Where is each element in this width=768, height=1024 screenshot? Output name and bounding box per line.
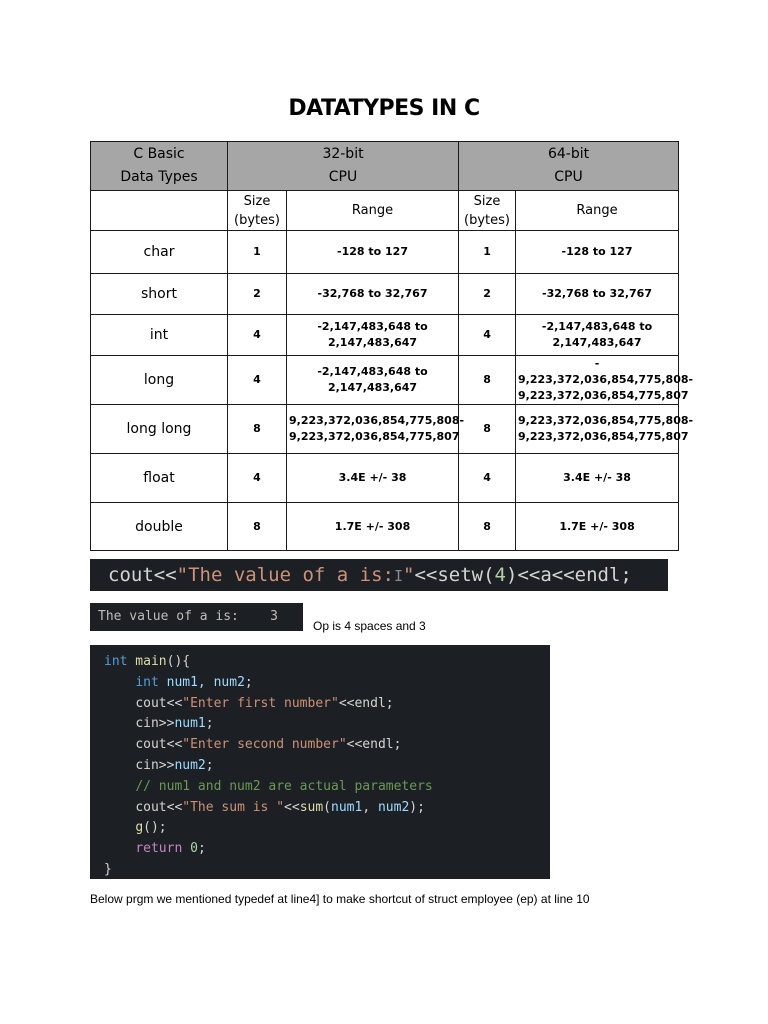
cout-setw-snippet: cout<<"The value of a is:I"<<setw(4)<<a<<endl;: [90, 559, 668, 591]
subheader-range-64: Range: [516, 191, 679, 231]
header-c-basic: C Basic Data Types: [91, 142, 228, 191]
table-row: [91, 231, 679, 274]
code-line: }: [104, 861, 112, 877]
range-32-cell: -2,147,483,648 to 2,147,483,647: [287, 315, 459, 356]
type-name-cell: float: [91, 454, 228, 503]
size-32-cell: 1: [228, 231, 287, 274]
table-subheader-row: [91, 191, 679, 231]
range-64-cell: -128 to 127: [516, 231, 679, 274]
range-32-cell: -2,147,483,648 to 2,147,483,647: [287, 356, 459, 405]
table-row: [91, 315, 679, 356]
subheader-size-32: Size (bytes): [228, 191, 287, 231]
size-64-cell: 4: [459, 315, 516, 356]
header-64bit: 64-bit CPU: [459, 142, 679, 191]
size-64-cell: 8: [459, 405, 516, 454]
page-title: DATATYPES IN C: [288, 96, 480, 121]
subheader-empty: [91, 191, 228, 231]
range-32-cell: 9,223,372,036,854,775,808- 9,223,372,036,854,775,807: [287, 405, 459, 454]
range-32-cell: 1.7E +/- 308: [287, 503, 459, 551]
console-output: The value of a is: 3: [90, 603, 303, 631]
size-64-cell: 1: [459, 231, 516, 274]
table-row: [91, 503, 679, 551]
size-64-cell: 2: [459, 274, 516, 315]
range-64-cell: 1.7E +/- 308: [516, 503, 679, 551]
main-function-snippet: [90, 645, 550, 879]
size-64-cell: 8: [459, 503, 516, 551]
type-name-cell: double: [91, 503, 228, 551]
size-32-cell: 4: [228, 454, 287, 503]
code-line: cin>>num2;: [135, 757, 214, 773]
range-64-cell: -32,768 to 32,767: [516, 274, 679, 315]
output-note: Op is 4 spaces and 3: [313, 619, 426, 633]
code-line: int num1, num2;: [135, 674, 253, 690]
type-name-cell: char: [91, 231, 228, 274]
range-32-cell: -32,768 to 32,767: [287, 274, 459, 315]
range-64-cell: -2,147,483,648 to 2,147,483,647: [516, 315, 679, 356]
typedef-note: Below prgm we mentioned typedef at line4] to make shortcut of struct employee (ep) at line 10: [90, 892, 590, 906]
range-32-cell: -128 to 127: [287, 231, 459, 274]
code-line: g();: [135, 820, 167, 836]
code-line: return 0;: [135, 841, 206, 857]
text-cursor-icon: I: [393, 567, 404, 585]
table-row: [91, 454, 679, 503]
table-body: [91, 231, 694, 551]
code-line: cout<<"Enter second number"<<endl;: [135, 737, 402, 753]
subheader-size-64: Size (bytes): [459, 191, 516, 231]
table-row: [91, 405, 679, 454]
size-64-cell: 4: [459, 454, 516, 503]
size-64-cell: 8: [459, 356, 516, 405]
size-32-cell: 2: [228, 274, 287, 315]
code-line: cout<<"The sum is "<<sum(num1, num2);: [135, 799, 425, 815]
range-32-cell: 3.4E +/- 38: [287, 454, 459, 503]
type-name-cell: long: [91, 356, 228, 405]
table-row: [91, 274, 679, 315]
code-line: cout<<"Enter first number"<<endl;: [135, 695, 394, 711]
subheader-range-32: Range: [287, 191, 459, 231]
datatypes-table: [90, 141, 694, 551]
header-32bit: 32-bit CPU: [228, 142, 459, 191]
table-row: [91, 356, 679, 405]
type-name-cell: long long: [91, 405, 228, 454]
size-32-cell: 4: [228, 315, 287, 356]
size-32-cell: 8: [228, 405, 287, 454]
type-name-cell: short: [91, 274, 228, 315]
code-line: int main(){: [104, 654, 191, 669]
size-32-cell: 8: [228, 503, 287, 551]
code-line: // num1 and num2 are actual parameters: [135, 778, 433, 794]
type-name-cell: int: [91, 315, 228, 356]
range-64-cell: 3.4E +/- 38: [516, 454, 679, 503]
table-header-row: [91, 142, 679, 191]
code-line: cin>>num1;: [135, 716, 214, 732]
range-64-cell: - 9,223,372,036,854,775,808- 9,223,372,036,854,775,807: [516, 356, 679, 405]
size-32-cell: 4: [228, 356, 287, 405]
range-64-cell: 9,223,372,036,854,775,808- 9,223,372,036,854,775,807: [516, 405, 679, 454]
